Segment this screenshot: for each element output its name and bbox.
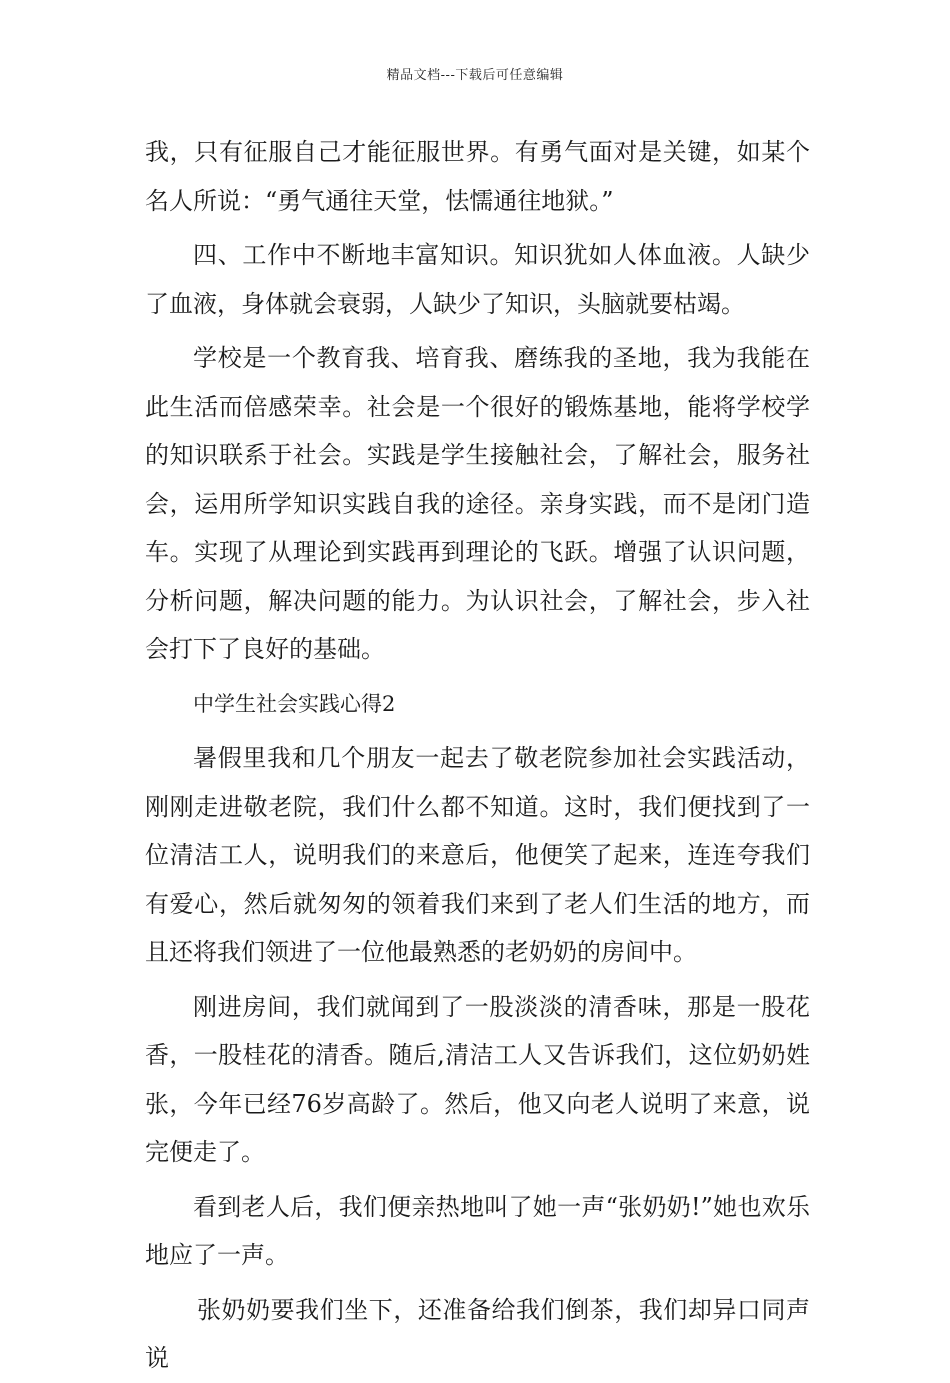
- paragraph-nursing-home: 暑假里我和几个朋友一起去了敬老院参加社会实践活动，刚刚走进敬老院，我们什么都不知道。这时，我们便找到了一位清洁工人，说明我们的来意后，他便笑了起来，连连夸我们有爱心，然后就匆匆的领着我们来到了老人们生活的地方，而且还将我们领进了一位他最熟悉的老奶奶的房间中。: [145, 744, 810, 966]
- page-header: 精品文档---下载后可任意编辑: [386, 68, 564, 83]
- paragraph-greeting: 看到老人后，我们便亲热地叫了她一声“张奶奶!”她也欢乐地应了一声。: [145, 1192, 810, 1269]
- paragraph-knowledge: 四、工作中不断地丰富知识。知识犹如人体血液。人缺少了血液，身体就会衰弱，人缺少了知识，头脑就要枯竭。: [145, 241, 810, 318]
- paragraph-tea: 张奶奶要我们坐下，还准备给我们倒茶，我们却异口同声说: [145, 1295, 810, 1372]
- paragraph-room: 刚进房间，我们就闻到了一股淡淡的清香味，那是一股花香，一股桂花的清香。随后,清洁工人又告诉我们，这位奶奶姓张，今年已经76岁高龄了。然后，他又向老人说明了来意，说完便走了。: [145, 992, 810, 1166]
- paragraph-continuation: 我，只有征服自己才能征服世界。有勇气面对是关键，如某个名人所说：“勇气通往天堂，怯懦通往地狱。”: [145, 138, 810, 215]
- paragraph-school: 学校是一个教育我、培育我、磨练我的圣地，我为我能在此生活而倍感荣幸。社会是一个很好的锻炼基地，能将学校学的知识联系于社会。实践是学生接触社会，了解社会，服务社会，运用所学知识实践自我的途径。亲身实践，而不是闭门造车。实现了从理论到实践再到理论的飞跃。增强了认识问题，分析问题，解决问题的能力。为认识社会，了解社会，步入社会打下了良好的基础。: [145, 344, 810, 663]
- section-title: 中学生社会实践心得2: [193, 691, 396, 716]
- document-body: [145, 128, 810, 1383]
